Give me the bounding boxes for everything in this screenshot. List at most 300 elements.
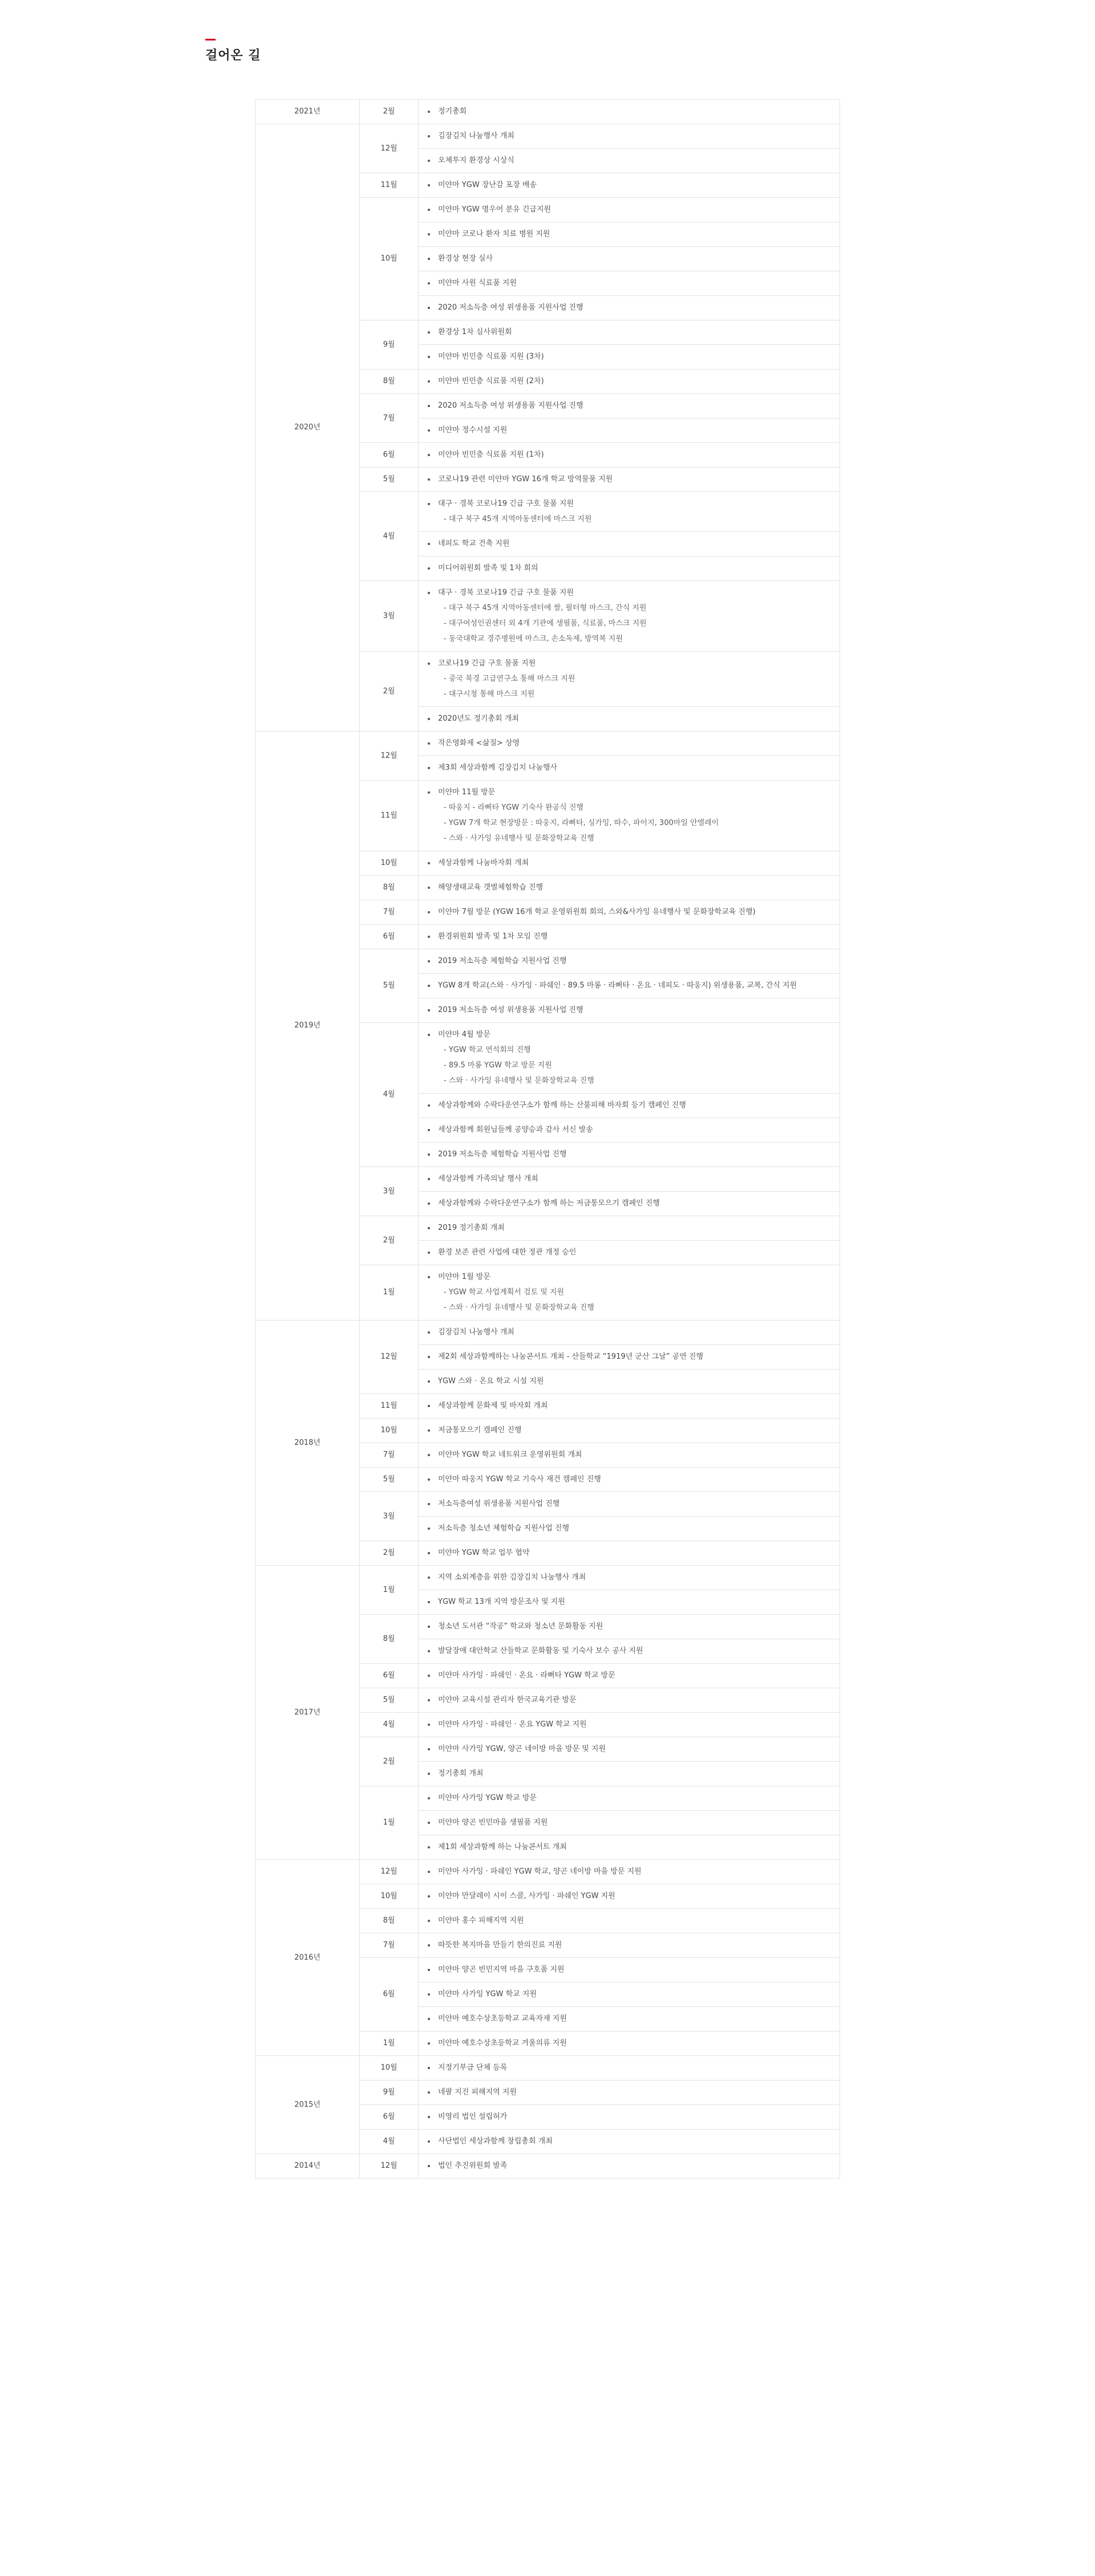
history-month: 10월	[360, 198, 419, 320]
history-sub-item: - 대구시청 통해 마스크 지원	[438, 689, 830, 700]
bullet-icon	[428, 111, 430, 113]
bullet-icon	[428, 184, 430, 186]
bullet-icon	[428, 1356, 430, 1358]
history-event	[419, 1320, 840, 1345]
history-event	[419, 1094, 840, 1118]
history-event-text: 지정기부금 단체 등록	[438, 2063, 508, 2072]
history-event	[419, 419, 840, 443]
history-row	[256, 100, 840, 124]
history-row	[256, 732, 840, 756]
bullet-icon	[428, 1009, 430, 1011]
history-event	[419, 1933, 840, 1958]
history-table	[255, 99, 840, 2179]
history-event	[419, 2130, 840, 2154]
bullet-icon	[428, 258, 430, 260]
history-event	[419, 1615, 840, 1639]
bullet-icon	[428, 1675, 430, 1677]
history-event-text: 2019 저소득층 체험학습 지원사업 진행	[438, 957, 567, 965]
history-row	[256, 2056, 840, 2081]
history-event	[419, 1241, 840, 1265]
history-event	[419, 1909, 840, 1933]
history-event	[419, 707, 840, 732]
history-month: 12월	[360, 124, 419, 173]
history-month: 5월	[360, 468, 419, 492]
history-month: 8월	[360, 1615, 419, 1664]
history-year: 2016년	[256, 1860, 360, 2056]
bullet-icon	[428, 405, 430, 407]
bullet-icon	[428, 454, 430, 456]
bullet-icon	[428, 1503, 430, 1505]
history-month: 10월	[360, 851, 419, 876]
history-event-text: 환경상 현장 실사	[438, 254, 493, 263]
history-event	[419, 124, 840, 149]
bullet-icon	[428, 742, 430, 745]
bullet-icon	[428, 543, 430, 545]
history-row	[256, 1860, 840, 1884]
history-event	[419, 1216, 840, 1241]
bullet-icon	[428, 282, 430, 285]
bullet-icon	[428, 1252, 430, 1254]
bullet-icon	[428, 135, 430, 137]
history-event	[419, 2154, 840, 2179]
history-row	[256, 1320, 840, 1345]
history-event	[419, 1566, 840, 1590]
bullet-icon	[428, 1601, 430, 1603]
history-month: 9월	[360, 320, 419, 369]
bullet-icon	[428, 887, 430, 889]
bullet-icon	[428, 1944, 430, 1947]
history-year: 2020년	[256, 124, 360, 732]
history-event	[419, 1884, 840, 1909]
bullet-icon	[428, 663, 430, 665]
history-event	[419, 1192, 840, 1216]
bullet-icon	[428, 1871, 430, 1873]
history-sub-item: - YGW 학교 사업계획서 검토 및 지원	[438, 1287, 830, 1298]
history-sub-item: - 스와 · 사가잉 유네행사 및 문화장학교육 진행	[438, 1303, 830, 1313]
history-event-text: 정기총회	[438, 107, 467, 116]
history-year: 2014년	[256, 2154, 360, 2179]
history-month: 6월	[360, 443, 419, 468]
history-event-text: 사단법인 세상과함께 창립총회 개최	[438, 2137, 553, 2146]
history-event-text: 미얀마 YGW 명우어 분유 긴급지원	[438, 205, 551, 214]
bullet-icon	[428, 767, 430, 769]
history-event-text: 코로나19 관련 미얀마 YGW 16개 학교 방역물품 지원	[438, 475, 613, 483]
bullet-icon	[428, 567, 430, 570]
bullet-icon	[428, 1380, 430, 1383]
history-month: 11월	[360, 781, 419, 851]
history-event	[419, 296, 840, 320]
bullet-icon	[428, 233, 430, 235]
history-month: 8월	[360, 1909, 419, 1933]
history-event	[419, 900, 840, 925]
history-row	[256, 1566, 840, 1590]
history-month: 11월	[360, 1394, 419, 1419]
history-month: 3월	[360, 581, 419, 652]
bullet-icon	[428, 1969, 430, 1971]
bullet-icon	[428, 1034, 430, 1036]
history-event-text: 저소득층여성 위생용품 지원사업 진행	[438, 1500, 560, 1508]
history-event	[419, 1370, 840, 1394]
history-row	[256, 2154, 840, 2179]
bullet-icon	[428, 1773, 430, 1775]
history-event-text: 미얀마 사가잉 YGW, 양곤 네이방 마을 방문 및 지원	[438, 1745, 606, 1753]
history-event-text: 세상과함께 나눔바자회 개최	[438, 859, 529, 867]
history-event	[419, 1443, 840, 1468]
bullet-icon	[428, 2116, 430, 2118]
history-month: 1월	[360, 1566, 419, 1615]
history-event-text: 따뜻한 복지마을 만들기 한의진료 지원	[438, 1941, 562, 1949]
history-month: 2월	[360, 652, 419, 732]
history-month: 4월	[360, 492, 419, 581]
bullet-icon	[428, 1748, 430, 1750]
history-month: 2월	[360, 1216, 419, 1265]
bullet-icon	[428, 1993, 430, 1996]
title-accent-bar	[205, 39, 216, 40]
bullet-icon	[428, 960, 430, 962]
history-event-text: 미얀마 YGW 학교 업무 협약	[438, 1549, 530, 1557]
bullet-icon	[428, 1478, 430, 1481]
history-event-text: 제1회 세상과함께 하는 나눔콘서트 개최	[438, 1843, 567, 1851]
history-event-text: 2019 정기총회 개최	[438, 1224, 505, 1232]
bullet-icon	[428, 1227, 430, 1229]
history-event	[419, 1541, 840, 1566]
bullet-icon	[428, 307, 430, 309]
history-month: 6월	[360, 925, 419, 949]
bullet-icon	[428, 1650, 430, 1652]
history-event	[419, 1265, 840, 1320]
history-event-text: 해양생태교육 갯벌체험학습 진행	[438, 883, 544, 892]
history-month: 12월	[360, 1860, 419, 1884]
history-event	[419, 222, 840, 247]
history-event-text: 정기총회 개최	[438, 1769, 484, 1778]
history-event-text: 제2회 세상과함께하는 나눔콘서트 개최 - 산들학교 “1919년 군산 그날” 공연 진행	[438, 1352, 704, 1361]
history-sub-item: - 대구 북구 45개 지역아동센터에 마스크 지원	[438, 514, 830, 525]
history-month: 8월	[360, 369, 419, 394]
history-event	[419, 1143, 840, 1167]
history-event-text: 환경위원회 발족 및 1차 모임 진행	[438, 932, 548, 941]
history-event-text: 미얀마 빈민층 식료품 지원 (3차)	[438, 352, 544, 361]
bullet-icon	[428, 1895, 430, 1898]
history-event-text: 미얀마 사가잉 · 파쉐인 YGW 학교, 양곤 네이방 마을 방문 지원	[438, 1867, 642, 1876]
history-event	[419, 732, 840, 756]
history-month: 1월	[360, 1265, 419, 1320]
history-event	[419, 2031, 840, 2056]
bullet-icon	[428, 1527, 430, 1530]
history-month: 9월	[360, 2081, 419, 2105]
history-sub-item: - 따웅지 - 라뻐타 YGW 기숙사 완공식 진행	[438, 803, 830, 813]
bullet-icon	[428, 1846, 430, 1848]
history-event-text: 2020 저소득층 여성 위생용품 지원사업 진행	[438, 401, 583, 410]
bullet-icon	[428, 1178, 430, 1180]
history-sub-item: - 89.5 마롱 YGW 학교 방문 지원	[438, 1061, 830, 1071]
history-month: 1월	[360, 1786, 419, 1860]
history-month: 2월	[360, 100, 419, 124]
bullet-icon	[428, 380, 430, 383]
history-event-text: 김장김치 나눔행사 개최	[438, 1328, 514, 1336]
history-event	[419, 369, 840, 394]
history-event	[419, 394, 840, 419]
history-event	[419, 998, 840, 1023]
bullet-icon	[428, 1626, 430, 1628]
history-event	[419, 949, 840, 974]
history-event-text: 세상과함께 문화제 및 바자회 개최	[438, 1401, 548, 1410]
history-event	[419, 1394, 840, 1419]
history-sub-item: - 중국 북경 고급연구소 통해 마스크 지원	[438, 674, 830, 684]
bullet-icon	[428, 1699, 430, 1701]
history-event-text: 미얀마 양곤 빈민마을 생필품 지원	[438, 1818, 548, 1827]
history-month: 2월	[360, 1541, 419, 1566]
history-event-text: 2020년도 정기총회 개최	[438, 714, 519, 723]
history-month: 8월	[360, 876, 419, 900]
history-year: 2021년	[256, 100, 360, 124]
bullet-icon	[428, 592, 430, 594]
history-month: 5월	[360, 1688, 419, 1713]
history-event-text: 미얀마 사가잉 YGW 학교 방문	[438, 1794, 537, 1802]
history-month: 1월	[360, 2031, 419, 2056]
history-event	[419, 2056, 840, 2081]
history-event	[419, 320, 840, 345]
history-event	[419, 581, 840, 652]
bullet-icon	[428, 791, 430, 794]
history-event	[419, 1468, 840, 1492]
history-month: 7월	[360, 900, 419, 925]
bullet-icon	[428, 2067, 430, 2069]
history-event	[419, 1590, 840, 1615]
history-event-text: 네팔 지진 피해지역 지원	[438, 2088, 517, 2096]
history-event-text: 미얀마 사원 식료품 지원	[438, 279, 517, 287]
bullet-icon	[428, 1129, 430, 1131]
history-month: 6월	[360, 1958, 419, 2031]
history-event	[419, 173, 840, 198]
bullet-icon	[428, 209, 430, 211]
bullet-icon	[428, 1822, 430, 1824]
history-event-text: 미얀마 빈민층 식료품 지원 (2차)	[438, 377, 544, 385]
history-month: 7월	[360, 1443, 419, 1468]
history-event	[419, 1639, 840, 1664]
history-sub-item: - 대구 북구 45개 지역아동센터에 쌀, 필터형 마스크, 간식 지원	[438, 603, 830, 613]
history-event	[419, 556, 840, 581]
history-month: 12월	[360, 1320, 419, 1394]
bullet-icon	[428, 331, 430, 334]
history-month: 4월	[360, 1713, 419, 1737]
history-event-text: YGW 학교 13개 지역 방문조사 및 지원	[438, 1598, 565, 1606]
history-event	[419, 1419, 840, 1443]
history-event	[419, 1345, 840, 1370]
history-event	[419, 1688, 840, 1713]
history-month: 12월	[360, 732, 419, 781]
history-event-text: 미얀마 1월 방문	[438, 1273, 490, 1281]
history-event	[419, 1762, 840, 1786]
history-event-text: YGW 8개 학교(스와 · 사가잉 · 파쉐인 · 89.5 마롱 · 라뻐타 · 온요 · 네피도 · 따웅지) 위생용품, 교복, 간식 지원	[438, 981, 797, 990]
history-event-text: 미얀마 양곤 빈민지역 마을 구호품 지원	[438, 1965, 565, 1974]
history-sub-item: - 대구여성인권센터 외 4개 기관에 생필품, 식료품, 마스크 지원	[438, 619, 830, 629]
history-event	[419, 2081, 840, 2105]
history-event	[419, 1958, 840, 1982]
history-event-text: 미얀마 따웅지 YGW 학교 기숙사 재건 캠페인 진행	[438, 1475, 601, 1484]
history-month: 4월	[360, 2130, 419, 2154]
history-sub-item: - 스와 · 사가잉 유네행사 및 문화장학교육 진행	[438, 1076, 830, 1086]
history-event-text: 미얀마 교육시설 관리자 한국교육기관 방문	[438, 1696, 577, 1704]
history-event-text: 미얀마 YGW 장난감 포장 배송	[438, 181, 537, 189]
history-event-text: 대구 · 경북 코로나19 긴급 구호 물품 지원	[438, 588, 574, 597]
history-event-text: 오체투지 환경상 시상식	[438, 156, 514, 165]
bullet-icon	[428, 911, 430, 913]
history-month: 7월	[360, 394, 419, 443]
history-event-text: 미얀마 YGW 학교 네트워크 운영위원회 개최	[438, 1450, 582, 1459]
history-event	[419, 345, 840, 369]
history-event-text: 지역 소외계층을 위한 김장김치 나눔행사 개최	[438, 1573, 586, 1582]
history-event-text: 환경상 1차 심사위원회	[438, 328, 512, 336]
history-event	[419, 925, 840, 949]
bullet-icon	[428, 2042, 430, 2045]
history-event	[419, 1737, 840, 1762]
bullet-icon	[428, 478, 430, 481]
history-event	[419, 781, 840, 851]
history-event	[419, 974, 840, 998]
history-event	[419, 2105, 840, 2130]
history-event-text: 미얀마 사가잉 · 파쉐인 · 온요 YGW 학교 지원	[438, 1720, 587, 1729]
history-month: 5월	[360, 949, 419, 1023]
bullet-icon	[428, 356, 430, 358]
history-event	[419, 468, 840, 492]
history-event-text: 미얀마 4월 방문	[438, 1030, 490, 1039]
history-event-text: 대구 · 경북 코로나19 긴급 구호 물품 지원	[438, 499, 574, 508]
bullet-icon	[428, 160, 430, 162]
history-event-text: 2019 저소득층 여성 위생용품 지원사업 진행	[438, 1006, 583, 1014]
bullet-icon	[428, 1276, 430, 1278]
history-event-text: 청소년 도서관 “작공” 학교와 청소년 문화활동 지원	[438, 1622, 603, 1631]
history-sub-item: - YGW 학교 연석회의 진행	[438, 1045, 830, 1055]
history-month: 10월	[360, 2056, 419, 2081]
history-sub-item: - YGW 7개 학교 현장방문 : 따웅지, 라뻐타, 싱가잉, 따수, 파이지, 300마일 안엘레이	[438, 818, 830, 828]
history-event-text: 세상과함께와 수락다운연구소가 함께 하는 산불피해 바자회 등기 캠페인 진행	[438, 1101, 686, 1110]
history-month: 11월	[360, 173, 419, 198]
history-event-text: 미얀마 7월 방문 (YGW 16개 학교 운영위원회 회의, 스와&사가잉 유네행사 및 문화장학교육 진행)	[438, 908, 756, 916]
history-event-text: 미얀마 홍수 피해지역 지원	[438, 1916, 524, 1925]
bullet-icon	[428, 2165, 430, 2167]
history-month: 5월	[360, 1468, 419, 1492]
history-month: 3월	[360, 1492, 419, 1541]
history-event-text: 환경 보존 관련 사업에 대한 정관 개정 승인	[438, 1248, 577, 1257]
history-table-body	[256, 100, 840, 2179]
history-event-text: 비영리 법인 설립허가	[438, 2112, 508, 2121]
history-month: 4월	[360, 1023, 419, 1167]
history-event-text: 법인 추진위원회 발족	[438, 2161, 508, 2170]
history-year: 2015년	[256, 2056, 360, 2154]
history-event	[419, 756, 840, 781]
bullet-icon	[428, 1331, 430, 1334]
history-event	[419, 1517, 840, 1541]
history-event-text: 발달장애 대안학교 산들학교 문화활동 및 기숙사 보수 공사 지원	[438, 1647, 643, 1655]
history-event	[419, 1713, 840, 1737]
history-event	[419, 1118, 840, 1143]
history-event-text: 저금통모으기 캠페인 진행	[438, 1426, 522, 1435]
history-month: 12월	[360, 2154, 419, 2179]
history-event-text: 2020 저소득층 여성 위생용품 지원사업 진행	[438, 303, 583, 312]
history-event	[419, 876, 840, 900]
history-event-text: 저소득층 청소년 체험학습 지원사업 진행	[438, 1524, 570, 1533]
bullet-icon	[428, 429, 430, 432]
history-event-text: YGW 스와 · 온요 학교 시설 지원	[438, 1377, 544, 1385]
history-event	[419, 149, 840, 173]
history-sub-item: - 스와 · 사가잉 유네행사 및 문화장학교육 진행	[438, 834, 830, 844]
bullet-icon	[428, 2091, 430, 2094]
history-event	[419, 532, 840, 556]
bullet-icon	[428, 2018, 430, 2020]
bullet-icon	[428, 1104, 430, 1107]
bullet-icon	[428, 1552, 430, 1554]
history-event-text: 세상과함께와 수락다운연구소가 함께 하는 저금통모으기 캠페인 진행	[438, 1199, 660, 1208]
bullet-icon	[428, 1724, 430, 1726]
history-event	[419, 1786, 840, 1811]
history-event-text: 미얀마 정수시설 지원	[438, 426, 508, 434]
bullet-icon	[428, 1405, 430, 1407]
bullet-icon	[428, 1153, 430, 1156]
history-event-text: 세상과함께 회원님들께 공양승과 감사 서신 발송	[438, 1126, 593, 1134]
history-event-text: 미디어위원회 발족 및 1차 회의	[438, 564, 538, 572]
history-event-text: 미얀마 예호수상초등학교 교육자재 지원	[438, 2014, 567, 2023]
bullet-icon	[428, 1202, 430, 1205]
history-event-text: 2019 저소득층 체험학습 지원사업 진행	[438, 1150, 567, 1159]
history-month: 2월	[360, 1737, 419, 1786]
history-year: 2019년	[256, 732, 360, 1320]
history-event	[419, 271, 840, 296]
history-year: 2018년	[256, 1320, 360, 1566]
history-year: 2017년	[256, 1566, 360, 1860]
bullet-icon	[428, 503, 430, 505]
bullet-icon	[428, 718, 430, 720]
history-row	[256, 124, 840, 149]
history-event-text: 미얀마 예호수상초등학교 겨울의류 지원	[438, 2039, 567, 2047]
history-month: 10월	[360, 1884, 419, 1909]
bullet-icon	[428, 1454, 430, 1456]
history-event	[419, 1982, 840, 2007]
history-event-text: 미얀마 코로나 환자 치료 병원 지원	[438, 230, 550, 238]
history-sub-item: - 동국대학교 경주병원에 마스크, 손소독제, 방역복 지원	[438, 634, 830, 644]
history-month: 3월	[360, 1167, 419, 1216]
history-event	[419, 492, 840, 532]
history-event-text: 미얀마 사가잉 YGW 학교 지원	[438, 1990, 537, 1998]
history-event	[419, 1023, 840, 1094]
history-event	[419, 100, 840, 124]
history-month: 7월	[360, 1933, 419, 1958]
history-event-text: 김장김치 나눔행사 개최	[438, 132, 514, 140]
bullet-icon	[428, 1920, 430, 1922]
bullet-icon	[428, 862, 430, 864]
history-event	[419, 1167, 840, 1192]
history-event-text: 제3회 세상과함께 김장김치 나눔행사	[438, 763, 558, 772]
history-event	[419, 2007, 840, 2031]
history-event-text: 미얀마 빈민층 식료품 지원 (1차)	[438, 450, 544, 459]
history-month: 6월	[360, 2105, 419, 2130]
history-event-text: 미얀마 만달레이 시이 스콜, 사가잉 · 파쉐인 YGW 지원	[438, 1892, 615, 1900]
history-month: 6월	[360, 1664, 419, 1688]
history-month: 10월	[360, 1419, 419, 1443]
history-event	[419, 198, 840, 222]
history-event	[419, 1860, 840, 1884]
history-event-text: 미얀마 11월 방문	[438, 788, 496, 797]
page-title: 걸어온 길	[205, 48, 261, 63]
bullet-icon	[428, 1429, 430, 1432]
bullet-icon	[428, 985, 430, 987]
history-event-text: 네피도 학교 건축 지원	[438, 539, 510, 548]
history-event	[419, 1664, 840, 1688]
bullet-icon	[428, 936, 430, 938]
history-event	[419, 1492, 840, 1517]
history-event	[419, 1811, 840, 1835]
bullet-icon	[428, 2140, 430, 2143]
history-event	[419, 652, 840, 707]
